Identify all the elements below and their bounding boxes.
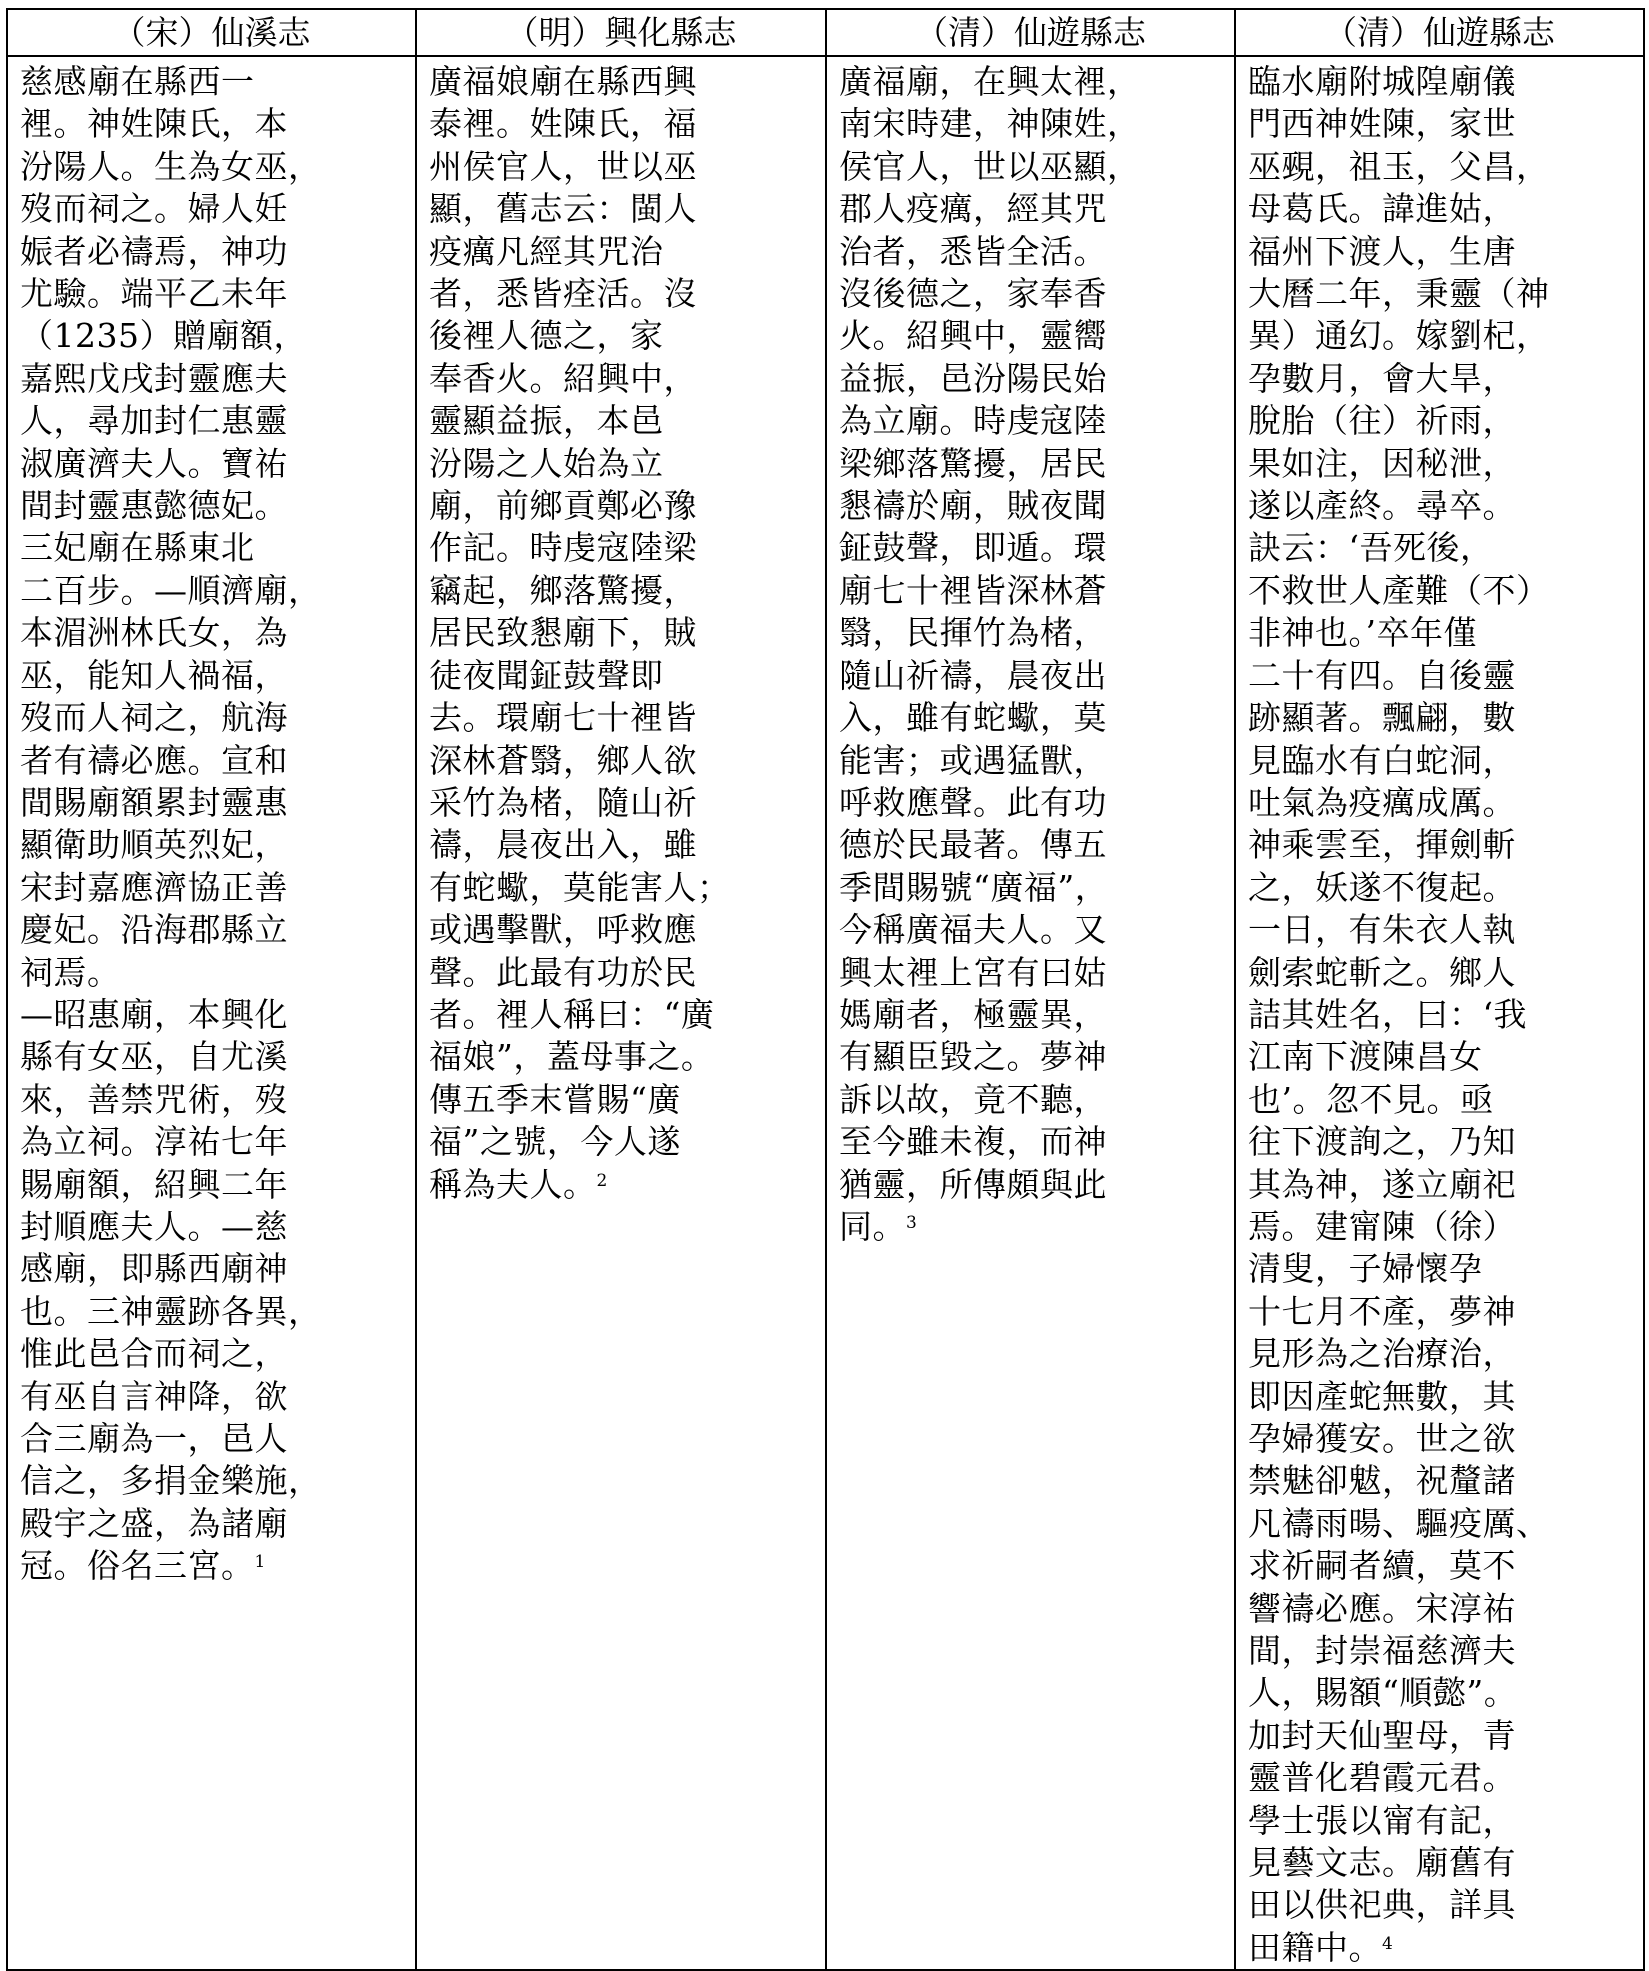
passage-text: 廣福廟，在興太裡， 南宋時建，神陳姓， 侯官人，世以巫顯， 郡人疫癘，經其咒 治者，悉皆全活。 沒後德之，家奉香 火。紹興中，靈嚮 益振，邑汾陽民始 為立廟。時虔寇陸 梁鄉落驚擾，居民 懇禱於廟，賊夜聞 鉦鼓聲，即遁。環 廟七十裡皆深林蒼 翳，民揮竹為楮， 隨山祈禱，晨夜出 入，雖有蛇蠍，莫 能害；或遇猛獸， 呼救應聲。此有功 德於民最著。傳五 季間賜號“廣福”， 今稱廣福夫人。又 興太裡上宮有曰姑 媽廟者，極靈異， 有顯臣毀之。夢神 訴以故，竟不聽， 至今雖未複，而神 猶靈，所傳頗與此 同。 [839, 62, 1141, 1246]
passage-text: 臨水廟附城隍廟儀 門西神姓陳，家世 巫覡，祖玉，父昌， 母葛氏。諱進姑， 福州下渡人，生唐 大曆二年，秉靈（神 異）通幻。嫁劉杞， 孕數月，會大旱， 脫胎（往）祈雨， 果如注，因秘泄， 遂以產終。尋卒。 訣云：‘吾死後， 不救世人產難（不） 非神也。’卒年僅 二十有四。自後靈 跡顯著。飄翩，數 見臨水有白蛇洞， 吐氣為疫癘成厲。 神乘雲至，揮劍斬 之，妖遂不復起。 一日，有朱衣人執 劍索蛇斬之。鄉人 詰其姓名，曰：‘我 江南下渡陳昌女 也’。忽不見。亟 往下渡詢之，乃知 其為神，遂立廟祀 焉。建甯陳（徐） 清叟，子婦懷孕 十七月不產，夢神 見形為之治療治， 即因產蛇無數，其 孕婦獲安。世之欲 禁魅卻魃，祝釐諸 凡禱雨暘、驅疫厲、 求祈嗣者續，莫不 響禱必應。宋淳祐 間，封崇福慈濟夫 人，賜額“順懿”。 加封天仙聖母，青 靈普化碧霞元君。 學士張以甯有記， 見藝文志。廟舊有 田以供祀典，詳具 田籍中。 [1248, 62, 1550, 1967]
column-cell-qing-xianyou-2 [1235, 56, 1644, 1970]
column-text-qing-xianyou-1 [839, 61, 1224, 1248]
column-header-song-xianxi: （宋）仙溪志 [7, 9, 416, 56]
footnote-marker: 1 [254, 1552, 266, 1573]
column-header-qing-xianyou-1: （清）仙遊縣志 [826, 9, 1235, 56]
column-cell-song-xianxi [7, 56, 416, 1970]
footnote-marker: 4 [1382, 1933, 1394, 1954]
passage-text: 慈感廟在縣西一 裡。神姓陳氏，本 汾陽人。生為女巫， 歿而祠之。婦人妊 娠者必禱焉，神功 尤驗。端平乙未年 （1235）贈廟額， 嘉熙戊戌封靈應夫 人，尋加封仁惠靈 淑廣濟夫人。寶祐 間封靈惠懿德妃。 三妃廟在縣東北 二百步。—順濟廟， 本湄洲林氏女，為 巫，能知人禍福， 歿而人祠之，航海 者有禱必應。宣和 間賜廟額累封靈惠 顯衛助順英烈妃， 宋封嘉應濟協正善 慶妃。沿海郡縣立 祠焉。 —昭惠廟，本興化 縣有女巫，自尤溪 來，善禁咒術，歿 為立祠。淳祐七年 賜廟額，紹興二年 封順應夫人。—慈 感廟，即縣西廟神 也。三神靈跡各異， 惟此邑合而祠之， 有巫自言神降，欲 合三廟為一，邑人 信之，多捐金樂施， 殿宇之盛，為諸廟 冠。俗名三宮。 [20, 62, 322, 1586]
column-header-ming-xinghua: （明）興化縣志 [416, 9, 826, 56]
gazetteer-comparison-table [6, 8, 1645, 1971]
column-text-qing-xianyou-2 [1248, 61, 1633, 1969]
column-header-qing-xianyou-2: （清）仙遊縣志 [1235, 9, 1644, 56]
content-row [7, 56, 1644, 1970]
footnote-marker: 2 [596, 1170, 608, 1191]
column-cell-ming-xinghua [416, 56, 826, 1970]
footnote-marker: 3 [906, 1212, 918, 1233]
column-text-song-xianxi [20, 61, 405, 1588]
column-text-ming-xinghua [429, 61, 815, 1206]
header-row [7, 9, 1644, 56]
passage-text: 廣福娘廟在縣西興 泰裡。姓陳氏，福 州侯官人，世以巫 顯，舊志云：閩人 疫癘凡經其咒治 者，悉皆痊活。沒 後裡人德之，家 奉香火。紹興中， 靈顯益振，本邑 汾陽之人始為立 廟，前鄉貢鄭必豫 作記。時虔寇陸梁 竊起，鄉落驚擾， 居民致懇廟下，賊 徒夜聞鉦鼓聲即 去。環廟七十裡皆 深林蒼翳，鄉人欲 采竹為楮，隨山祈 禱，晨夜出入，雖 有蛇蠍，莫能害人； 或遇擊獸，呼救應 聲。此最有功於民 者。裡人稱曰：“廣 福娘”，蓋母事之。 傳五季末嘗賜“廣 福”之號，今人遂 稱為夫人。 [429, 62, 731, 1204]
column-cell-qing-xianyou-1 [826, 56, 1235, 1970]
